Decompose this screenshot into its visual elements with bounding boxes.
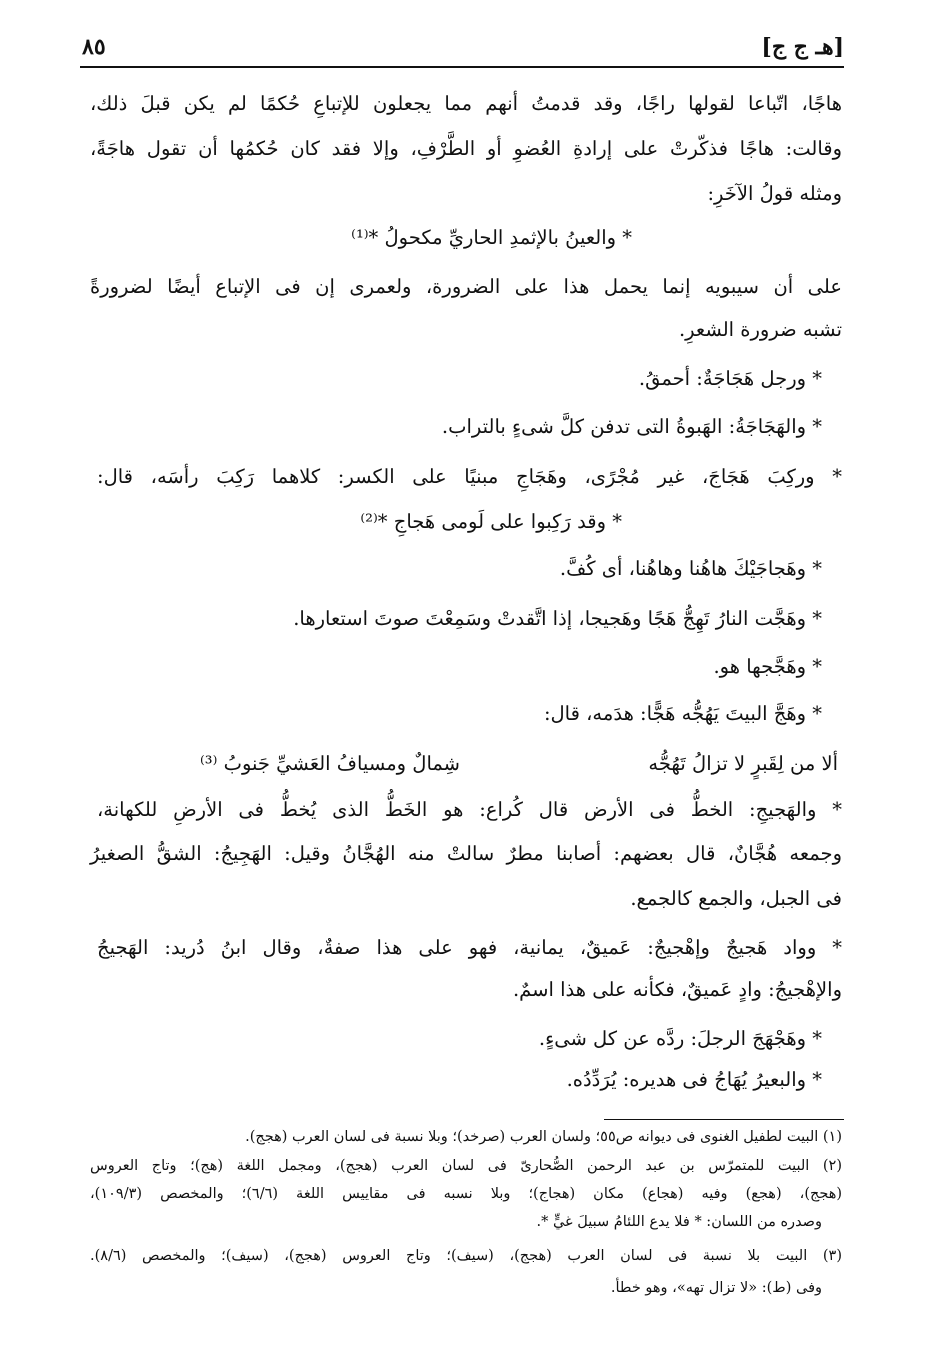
text-line: تشبه ضرورة الشعرِ. [678, 318, 842, 341]
footnote-2-line: وصدره من اللسان: * فلا يدع اللئامُ سبيلَ غيٍّ *. [536, 1214, 822, 1230]
footnote-3-line: وفى (ط): «لا تزال تهه»، وهو خطأ. [610, 1280, 822, 1296]
entry-line: * وهَجَّت النارُ تَهِجُّ هَجًا وهَجيجا، إذا اتَّقدتْ وسَمِعْتَ صوتَ استعارها. [293, 607, 822, 630]
footnote-rule [604, 1119, 844, 1120]
text-line: هاجًا، اتّباعا لقولها راجًا، وقد قدمتُ أنهم مما يجعلون للإتباعِ حُكمًا لم يكن قبلَ ذلك، [90, 92, 842, 115]
running-header [82, 30, 844, 70]
text-line: على أن سيبويه إنما يحمل هذا على الضرورة، ولعمرى إن فى الإتباع أيضًا لضرورةً [90, 275, 842, 298]
verse-first-hemistich: ألا من لِقَبرٍ لا تزالُ تَهُجُّه [648, 752, 838, 775]
footnote-2-line: (٢) البيت للمتمرّس بن عبد الرحمن الصُّحارىّ فى لسان العرب (هجج)، ومجمل اللغة (هج)؛ وتاج العروس [90, 1158, 842, 1174]
text-line: ومثله قولُ الآخَرِ: [707, 182, 842, 205]
entry-line: * وهَجَّجها هو. [713, 655, 822, 678]
verse-line: * والعينُ بالإثمدِ الحاريِّ مكحولُ *⁽¹⁾ [351, 226, 632, 249]
header-rule [80, 66, 844, 68]
root-heading: [هـ ج ج] [761, 34, 844, 60]
entry-line: والإهْجيجُ: وادٍ عَميقٌ، فكأنه على هذا اسمٌ. [512, 978, 842, 1001]
entry-line: * وهَجاجَيْكَ هاهُنا وهاهُنا، أى كُفَّ. [559, 557, 822, 580]
entry-line: * ورجل هَجَاجَةٌ: أحمقُ. [638, 367, 822, 390]
footnote-2-line: (هجج)، (هجع) وفيه (هجاع) مكان (هجاج)؛ وبلا نسبه فى مقاييس اللغة (٦/٦)؛ والمخصص (١٠٩/٣)، [90, 1186, 842, 1202]
footnote-1: (١) البيت لطفيل الغنوى فى ديوانه ص٥٥؛ ولسان العرب (صرخد)؛ وبلا نسبة فى لسان العرب (هجج). [245, 1129, 842, 1145]
entry-line: * وركِبَ هَجَاجَ، غير مُجْرًى، وهَجَاجِ مبنيًا على الكسر: كلاهما رَكِبَ رأسَه، قال: [97, 465, 842, 488]
entry-line: * وهَجْهَجَ الرجلَ: ردَّه عن كل شىءٍ. [538, 1027, 822, 1050]
verse-line: * وقد رَكِبوا على لَومى هَجاجِ *⁽²⁾ [360, 510, 622, 533]
footnote-3-line: (٣) البيت بلا نسبة فى لسان العرب (هجج)، (سيف)؛ وتاج العروس (هجج)، (سيف)؛ والمخصص (٨/٦). [90, 1248, 842, 1264]
entry-line: * وواد هَجيجٌ وإهْجيجٌ: عَميقٌ، يمانية، فهو على هذا صفةٌ، وقال ابنُ دُريد: الهَجيجُ [97, 936, 842, 959]
entry-line: وجمعه هُجَّانٌ، قال بعضهم: أصابنا مطرٌ سالتْ منه الهُجَّانُ وقيل: الهَجِيجُ: الشقُّ الصغيرُ [90, 842, 842, 865]
verse-second-hemistich: شِمالٌ ومسيافُ العَشيِّ جَنوبُ ⁽³⁾ [199, 752, 460, 775]
text-line: وقالت: هاجًا فذكّرتْ على إرادةِ العُضوِ أو الطَّرْفِ، وإلا فقد كان حُكمُها أن تقول هاجَةً، [90, 137, 842, 160]
page-number: ٨٥ [82, 34, 106, 60]
entry-line: فى الجبل، والجمع كالجمع. [630, 887, 842, 910]
entry-line: * والبعيرُ يُهَاجُ فى هديره: يُرَدِّدُه. [566, 1068, 822, 1091]
entry-line: * والهَجيجِ: الخطُّ فى الأرض قال كُراع: هو الخَطُّ الذى يُخطُّ فى الأرضِ للكهانة، [97, 798, 842, 821]
entry-line: * وهَجَّ البيتَ يَهُجُّه هَجًّا: هدَمه، قال: [543, 702, 822, 725]
entry-line: * والهَجَاجَةُ: الهَبوةُ التى تدفن كلَّ شىءٍ بالتراب. [441, 415, 822, 438]
